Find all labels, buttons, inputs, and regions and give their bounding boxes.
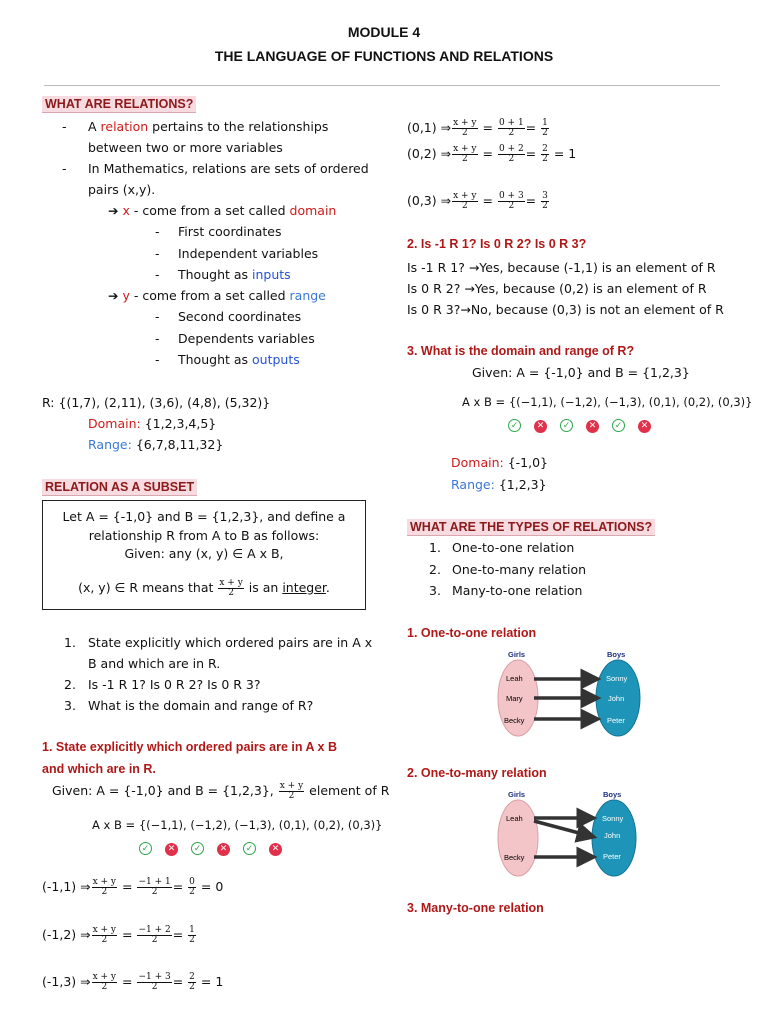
- cross-icon: ✕: [217, 843, 230, 856]
- arrow-icon: ➔: [108, 203, 123, 218]
- check-icon: ✓: [508, 419, 521, 432]
- example-domain: Domain: {1,2,3,4,5}: [88, 416, 217, 431]
- x-sub-item: First coordinates: [178, 224, 282, 239]
- q1-cartesian-product: A x B = {(−1,1), (−1,2), (−1,3), (0,1), (0,2), (0,3)}: [92, 818, 383, 832]
- type-item: Many-to-one relation: [452, 583, 583, 598]
- bullet-math-definition: In Mathematics, relations are sets of ordered: [88, 161, 369, 176]
- mapping-arrow: [534, 821, 594, 837]
- arrow-icon: ➔: [108, 288, 123, 303]
- girl-name: Becky: [504, 716, 525, 725]
- question-number: 2.: [64, 677, 76, 692]
- bullet-dash: -: [155, 352, 160, 367]
- example-relation-set: R: {(1,7), (2,11), (3,6), (4,8), (5,32)}: [42, 395, 271, 410]
- q1-membership-marks: [139, 836, 295, 856]
- q3-given: Given: A = {-1,0} and B = {1,2,3}: [472, 365, 690, 380]
- check-icon: ✓: [560, 419, 573, 432]
- x-sub-item: Thought as inputs: [178, 267, 291, 282]
- y-sub-item: Thought as outputs: [178, 352, 300, 367]
- bullet-dash: -: [155, 309, 160, 324]
- q3-heading: 3. What is the domain and range of R?: [407, 344, 635, 358]
- boys-label: Boys: [607, 650, 626, 659]
- q3-domain: Domain: {-1,0}: [451, 455, 548, 470]
- type-number: 1.: [429, 540, 441, 555]
- cross-icon: ✕: [165, 843, 178, 856]
- calc-row: (0,3) ⇒ $\frac{x + y}{2}$ = $\frac{0 + 3}{2}$ = $\frac{3}{2}$: [407, 191, 548, 211]
- calc-row: (-1,2) ⇒ $\frac{x + y}{2}$ = $\frac{-1 + 2}{2}$ = $\frac{1}{2}$: [42, 925, 195, 945]
- check-icon: ✓: [612, 419, 625, 432]
- q1-heading-line2: and which are in R.: [42, 762, 156, 776]
- calc-row: (0,1) ⇒ $\frac{x + y}{2}$ = $\frac{0 + 1}{2}$ = $\frac{1}{2}$: [407, 118, 548, 138]
- question-item: State explicitly which ordered pairs are in A x: [88, 635, 373, 650]
- boy-name: John: [604, 831, 621, 840]
- y-sub-item: Dependents variables: [178, 331, 315, 346]
- check-icon: ✓: [191, 842, 204, 855]
- q2-heading: 2. Is -1 R 1? Is 0 R 2? Is 0 R 3?: [407, 237, 587, 251]
- question-item: Is -1 R 1? Is 0 R 2? Is 0 R 3?: [88, 677, 261, 692]
- header-divider: [44, 85, 720, 86]
- check-icon: ✓: [243, 842, 256, 855]
- question-number: 1.: [64, 635, 76, 650]
- girls-label: Girls: [508, 790, 526, 799]
- one-to-one-diagram: [490, 645, 650, 740]
- example-range: Range: {6,7,8,11,32}: [88, 437, 224, 452]
- d1-heading: 1. One-to-one relation: [407, 626, 537, 640]
- cross-icon: ✕: [534, 420, 547, 433]
- boys-label: Boys: [603, 790, 622, 799]
- q2-answer: Is 0 R 3?→No, because (0,3) is not an element of R: [407, 302, 724, 317]
- calc-row: (-1,3) ⇒ $\frac{x + y}{2}$ = $\frac{-1 + 3}{2}$ = $\frac{2}{2}$ = 1: [42, 972, 224, 992]
- boy-name: Peter: [603, 852, 621, 861]
- bullet-dash: -: [155, 267, 160, 282]
- bullet-dash: -: [62, 161, 67, 176]
- section-heading-relations: WHAT ARE RELATIONS?: [42, 96, 196, 113]
- q2-answer: Is 0 R 2? →Yes, because (0,2) is an element of R: [407, 281, 707, 296]
- cross-icon: ✕: [586, 420, 599, 433]
- y-sub-item: Second coordinates: [178, 309, 302, 324]
- bullet-dash: -: [155, 224, 160, 239]
- q2-answer: Is -1 R 1? →Yes, because (-1,1) is an element of R: [407, 260, 716, 275]
- module-number: MODULE 4: [347, 24, 421, 40]
- q1-heading: 1. State explicitly which ordered pairs are in A x B: [42, 740, 338, 754]
- q3-cartesian-product: A x B = {(−1,1), (−1,2), (−1,3), (0,1), (0,2), (0,3)}: [462, 395, 753, 409]
- d2-heading: 2. One-to-many relation: [407, 766, 547, 780]
- boy-name: John: [608, 694, 625, 703]
- type-item: One-to-one relation: [452, 540, 575, 555]
- definition-condition: (x, y) ∈ R means that $\frac{x + y}{2}$ is an integer.: [78, 578, 330, 598]
- girls-label: Girls: [508, 650, 526, 659]
- bullet-relation-definition: A relation pertains to the relationships: [88, 119, 329, 134]
- page-title: THE LANGUAGE OF FUNCTIONS AND RELATIONS: [214, 48, 554, 64]
- check-icon: ✓: [139, 842, 152, 855]
- bullet-dash: -: [155, 246, 160, 261]
- girl-name: Leah: [506, 814, 523, 823]
- cross-icon: ✕: [638, 420, 651, 433]
- definition-box: Let A = {-1,0} and B = {1,2,3}, and define a relationship R from A to B as follows: Given: any (x, y) ∈ A x B, (x, y) ∈ R means that $\frac{x + y}{2}$ is an integer.: [42, 500, 366, 610]
- q3-range: Range: {1,2,3}: [451, 477, 547, 492]
- d3-heading: 3. Many-to-one relation: [407, 901, 544, 915]
- calc-row: (-1,1) ⇒ $\frac{x + y}{2}$ = $\frac{-1 + 1}{2}$ = $\frac{0}{2}$ = 0: [42, 877, 224, 897]
- bullet-dash: -: [155, 331, 160, 346]
- x-sub-item: Independent variables: [178, 246, 319, 261]
- girls-set: [498, 800, 538, 876]
- question-item-line2: B and which are in R.: [88, 656, 221, 671]
- type-number: 2.: [429, 562, 441, 577]
- girl-name: Mary: [506, 694, 523, 703]
- type-item: One-to-many relation: [452, 562, 587, 577]
- boy-name: Peter: [607, 716, 625, 725]
- type-number: 3.: [429, 583, 441, 598]
- q3-membership-marks: [508, 413, 664, 433]
- calc-row: (0,2) ⇒ $\frac{x + y}{2}$ = $\frac{0 + 2}{2}$ = $\frac{2}{2}$ = 1: [407, 144, 577, 164]
- boy-name: Sonny: [602, 814, 624, 823]
- cross-icon: ✕: [269, 843, 282, 856]
- y-range-line: ➔ y - come from a set called range: [108, 288, 326, 303]
- question-number: 3.: [64, 698, 76, 713]
- girl-name: Becky: [504, 853, 525, 862]
- one-to-many-diagram: [490, 785, 650, 880]
- section-heading-subset: RELATION AS A SUBSET: [42, 479, 197, 496]
- x-domain-line: ➔ x - come from a set called domain: [108, 203, 337, 218]
- question-item: What is the domain and range of R?: [88, 698, 314, 713]
- girl-name: Leah: [506, 674, 523, 683]
- section-heading-types: WHAT ARE THE TYPES OF RELATIONS?: [407, 519, 655, 536]
- boy-name: Sonny: [606, 674, 628, 683]
- bullet-relation-line2: between two or more variables: [88, 140, 283, 155]
- bullet-math-line2: pairs (x,y).: [88, 182, 156, 197]
- q1-given: Given: A = {-1,0} and B = {1,2,3}, $\frac{x + y}{2}$ element of R: [52, 781, 390, 801]
- bullet-dash: -: [62, 119, 67, 134]
